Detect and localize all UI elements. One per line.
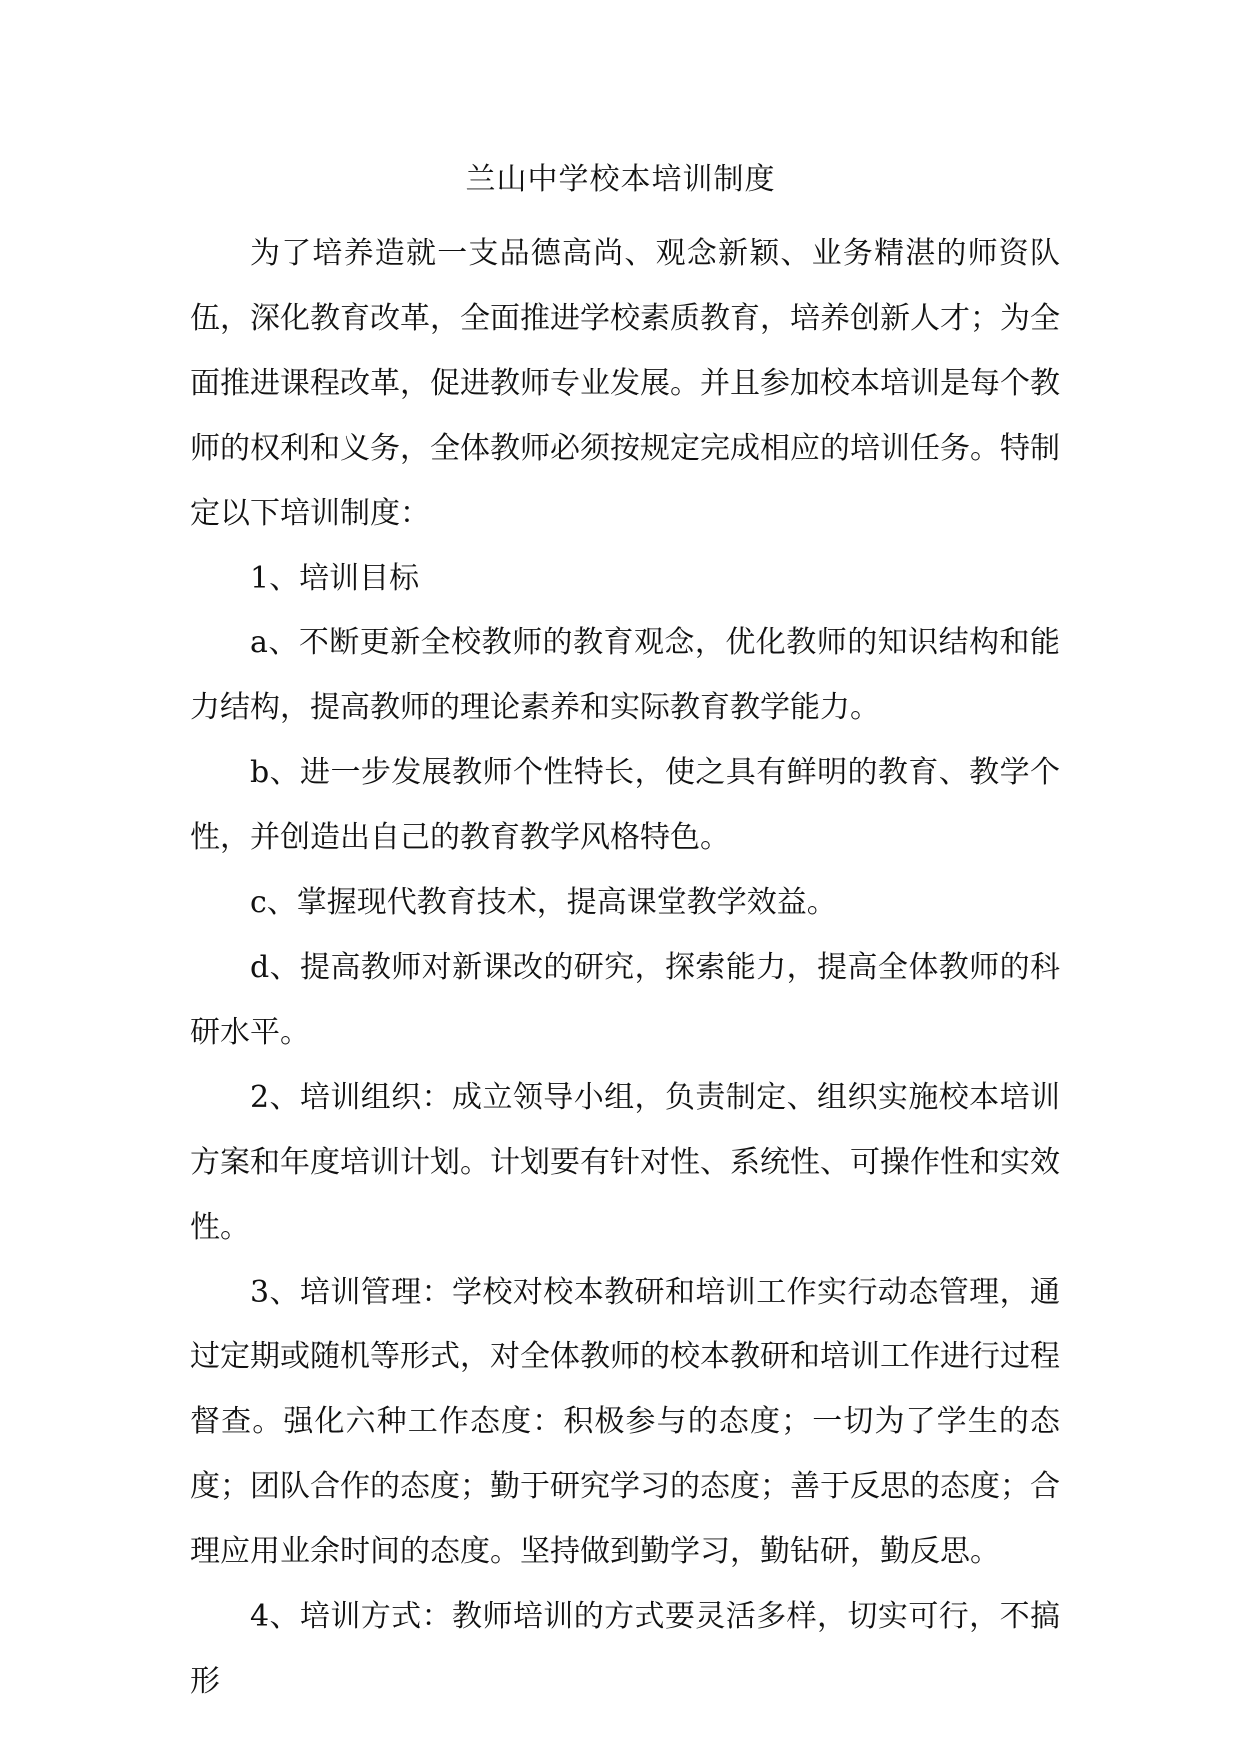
document-title: 兰山中学校本培训制度 (465, 162, 776, 197)
paragraph-heading-goals: 1、培训目标 (250, 560, 420, 596)
paragraph-management: 3、培训管理：学校对校本教研和培训工作实行动态管理，通过定期或随机等形式，对全体教师的校本教研和培训工作进行过程督查。强化六种工作态度：积极参与的态度；一切为了学生的态度；团队合作的态度；勤于研究学习的态度；善于反思的态度；合理应用业余时间的态度。坚持做到勤学习，勤钻研，勤反思。 (190, 1274, 1060, 1570)
paragraph-intro: 为了培养造就一支品德高尚、观念新颖、业务精湛的师资队伍，深化教育改革，全面推进学校素质教育，培养创新人才；为全面推进课程改革，促进教师专业发展。并且参加校本培训是每个教师的权利和义务，全体教师必须按规定完成相应的培训任务。特制定以下培训制度： (190, 236, 1060, 531)
paragraph-method: 4、培训方式：教师培训的方式要灵活多样，切实可行，不搞形 (190, 1599, 1060, 1699)
document-body (190, 222, 1060, 1715)
paragraph-goal-b: b、进一步发展教师个性特长，使之具有鲜明的教育、教学个性，并创造出自己的教育教学风格特色。 (190, 755, 1060, 856)
paragraph-goal-a: a、不断更新全校教师的教育观念，优化教师的知识结构和能力结构，提高教师的理论素养和实际教育教学能力。 (190, 625, 1060, 726)
paragraph-goal-d: d、提高教师对新课改的研究，探索能力，提高全体教师的科研水平。 (190, 949, 1060, 1050)
paragraph-organization: 2、培训组织：成立领导小组，负责制定、组织实施校本培训方案和年度培训计划。计划要有针对性、系统性、可操作性和实效性。 (190, 1079, 1060, 1245)
paragraph-goal-c: c、掌握现代教育技术，提高课堂教学效益。 (250, 885, 837, 921)
